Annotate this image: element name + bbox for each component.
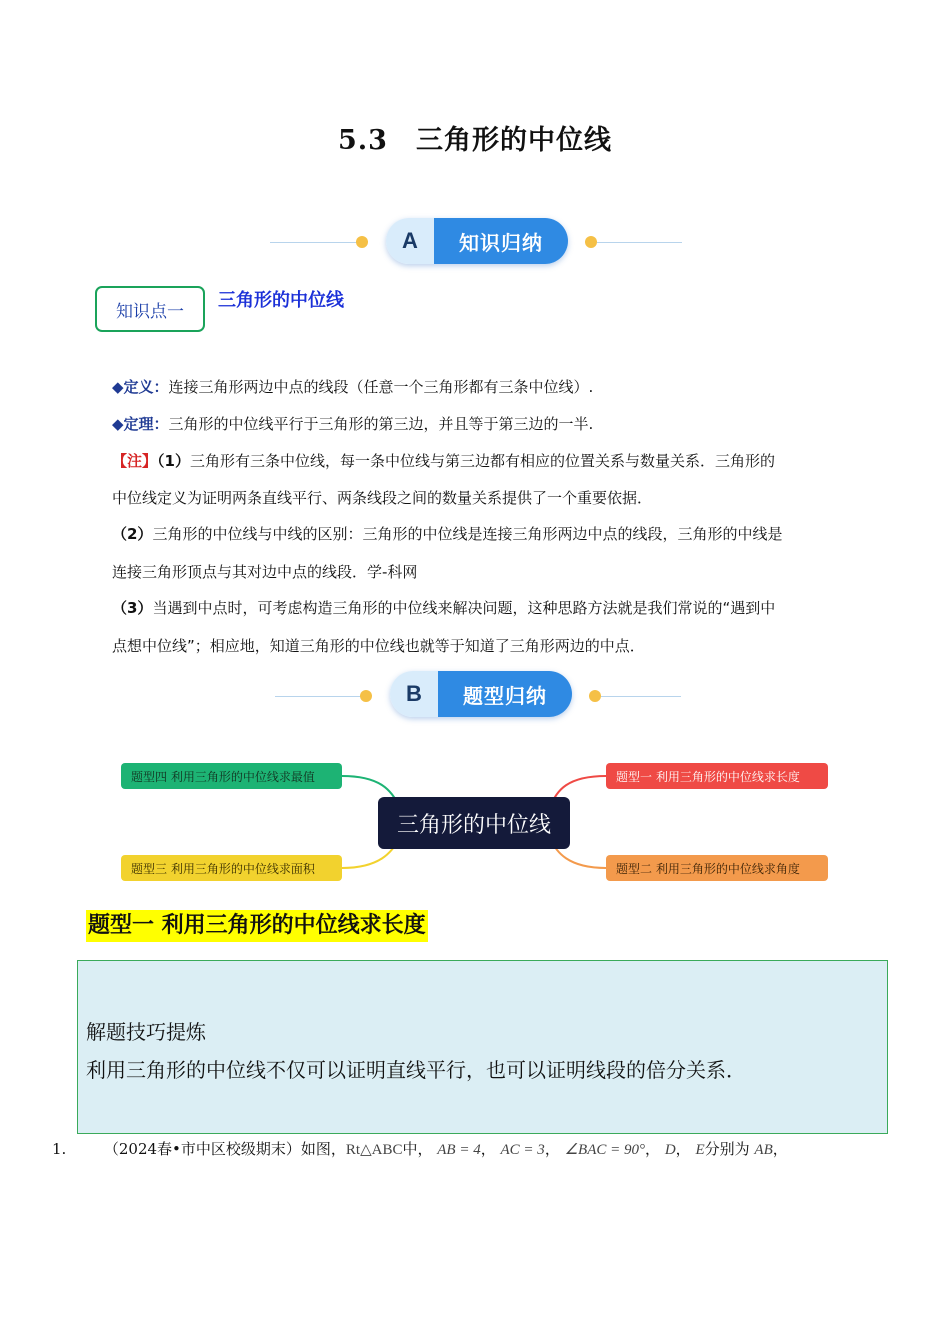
note-line-6: 点想中位线”；相应地，知道三角形的中位线也就等于知道了三角形两边的中点． bbox=[112, 637, 645, 655]
note-p2-text-a: 三角形的中位线与中线的区别：三角形的中位线是连接三角形两边中点的线段，三角形的中线是 bbox=[152, 525, 783, 543]
note-p3-text-a: 当遇到中点时，可考虑构造三角形的中位线来解决问题，这种思路方法就是我们常说的“遇到中 bbox=[152, 599, 776, 617]
math-angle: ∠BAC = 90° bbox=[564, 1142, 646, 1158]
mind-map-type4: 题型四 利用三角形的中位线求最值 bbox=[121, 763, 342, 789]
mind-map-center: 三角形的中位线 bbox=[378, 797, 570, 849]
note-p2-num: （2） bbox=[112, 525, 153, 543]
question-text-6: 分别为 bbox=[704, 1140, 750, 1158]
math-ab: AB = 4 bbox=[437, 1142, 481, 1158]
note-line-2: 中位线定义为证明两条直线平行、两条线段之间的数量关系提供了一个重要依据． bbox=[112, 489, 653, 507]
theorem-label: ◆定理： bbox=[112, 415, 169, 433]
knowledge-point-label: 知识点一 bbox=[95, 286, 205, 332]
page-title: 5.3 三角形的中位线 bbox=[338, 125, 612, 156]
math-ab-2: AB bbox=[754, 1142, 773, 1158]
tips-box bbox=[77, 960, 888, 1134]
note-p1-text-a: 三角形有三条中位线，每一条中位线与第三边都有相应的位置关系与数量关系．三角形的 bbox=[189, 452, 775, 470]
note-line-4: 连接三角形顶点与其对边中点的线段．学-科网 bbox=[112, 563, 418, 581]
banner-a-text: 知识归纳 bbox=[434, 218, 568, 264]
question-text-2: ， bbox=[480, 1140, 496, 1158]
question-text-7: ， bbox=[772, 1140, 788, 1158]
definition-label: ◆定义： bbox=[112, 378, 169, 396]
tips-title: 解题技巧提炼 bbox=[86, 1020, 206, 1044]
question-text-4: ， bbox=[645, 1140, 661, 1158]
question-text-5: ， bbox=[675, 1140, 691, 1158]
note-p1-num: （1） bbox=[157, 452, 190, 470]
banner-b-text: 题型归纳 bbox=[438, 671, 572, 717]
mind-map-type1: 题型一 利用三角形的中位线求长度 bbox=[606, 763, 828, 789]
math-d: D bbox=[664, 1142, 676, 1158]
question-source: （2024春•市中区校级期末）如图， bbox=[103, 1140, 346, 1158]
theorem-text: 三角形的中位线平行于三角形的第三边，并且等于第三边的一半. bbox=[168, 415, 594, 433]
mind-map-type2: 题型二 利用三角形的中位线求角度 bbox=[606, 855, 828, 881]
question-text-3: ， bbox=[544, 1140, 560, 1158]
banner-b-letter: B bbox=[390, 671, 438, 717]
mind-map-type3: 题型三 利用三角形的中位线求面积 bbox=[121, 855, 342, 881]
note-p3-num: （3） bbox=[112, 599, 153, 617]
question-1 bbox=[52, 1138, 788, 1159]
math-triangle: Rt△ABC bbox=[345, 1142, 403, 1158]
definition-text: 连接三角形两边中点的线段（任意一个三角形都有三条中位线）. bbox=[168, 378, 594, 396]
note-label: 【注】 bbox=[112, 452, 158, 470]
question-number: 1. bbox=[52, 1140, 67, 1158]
math-e: E bbox=[695, 1142, 705, 1158]
math-ac: AC = 3 bbox=[500, 1142, 545, 1158]
tips-body: 利用三角形的中位线不仅可以证明直线平行，也可以证明线段的倍分关系． bbox=[86, 1058, 746, 1082]
section-heading: 题型一 利用三角形的中位线求长度 bbox=[86, 910, 428, 942]
question-text-1: 中， bbox=[402, 1140, 433, 1158]
banner-a-letter: A bbox=[386, 218, 434, 264]
knowledge-point-title: 三角形的中位线 bbox=[218, 290, 344, 311]
